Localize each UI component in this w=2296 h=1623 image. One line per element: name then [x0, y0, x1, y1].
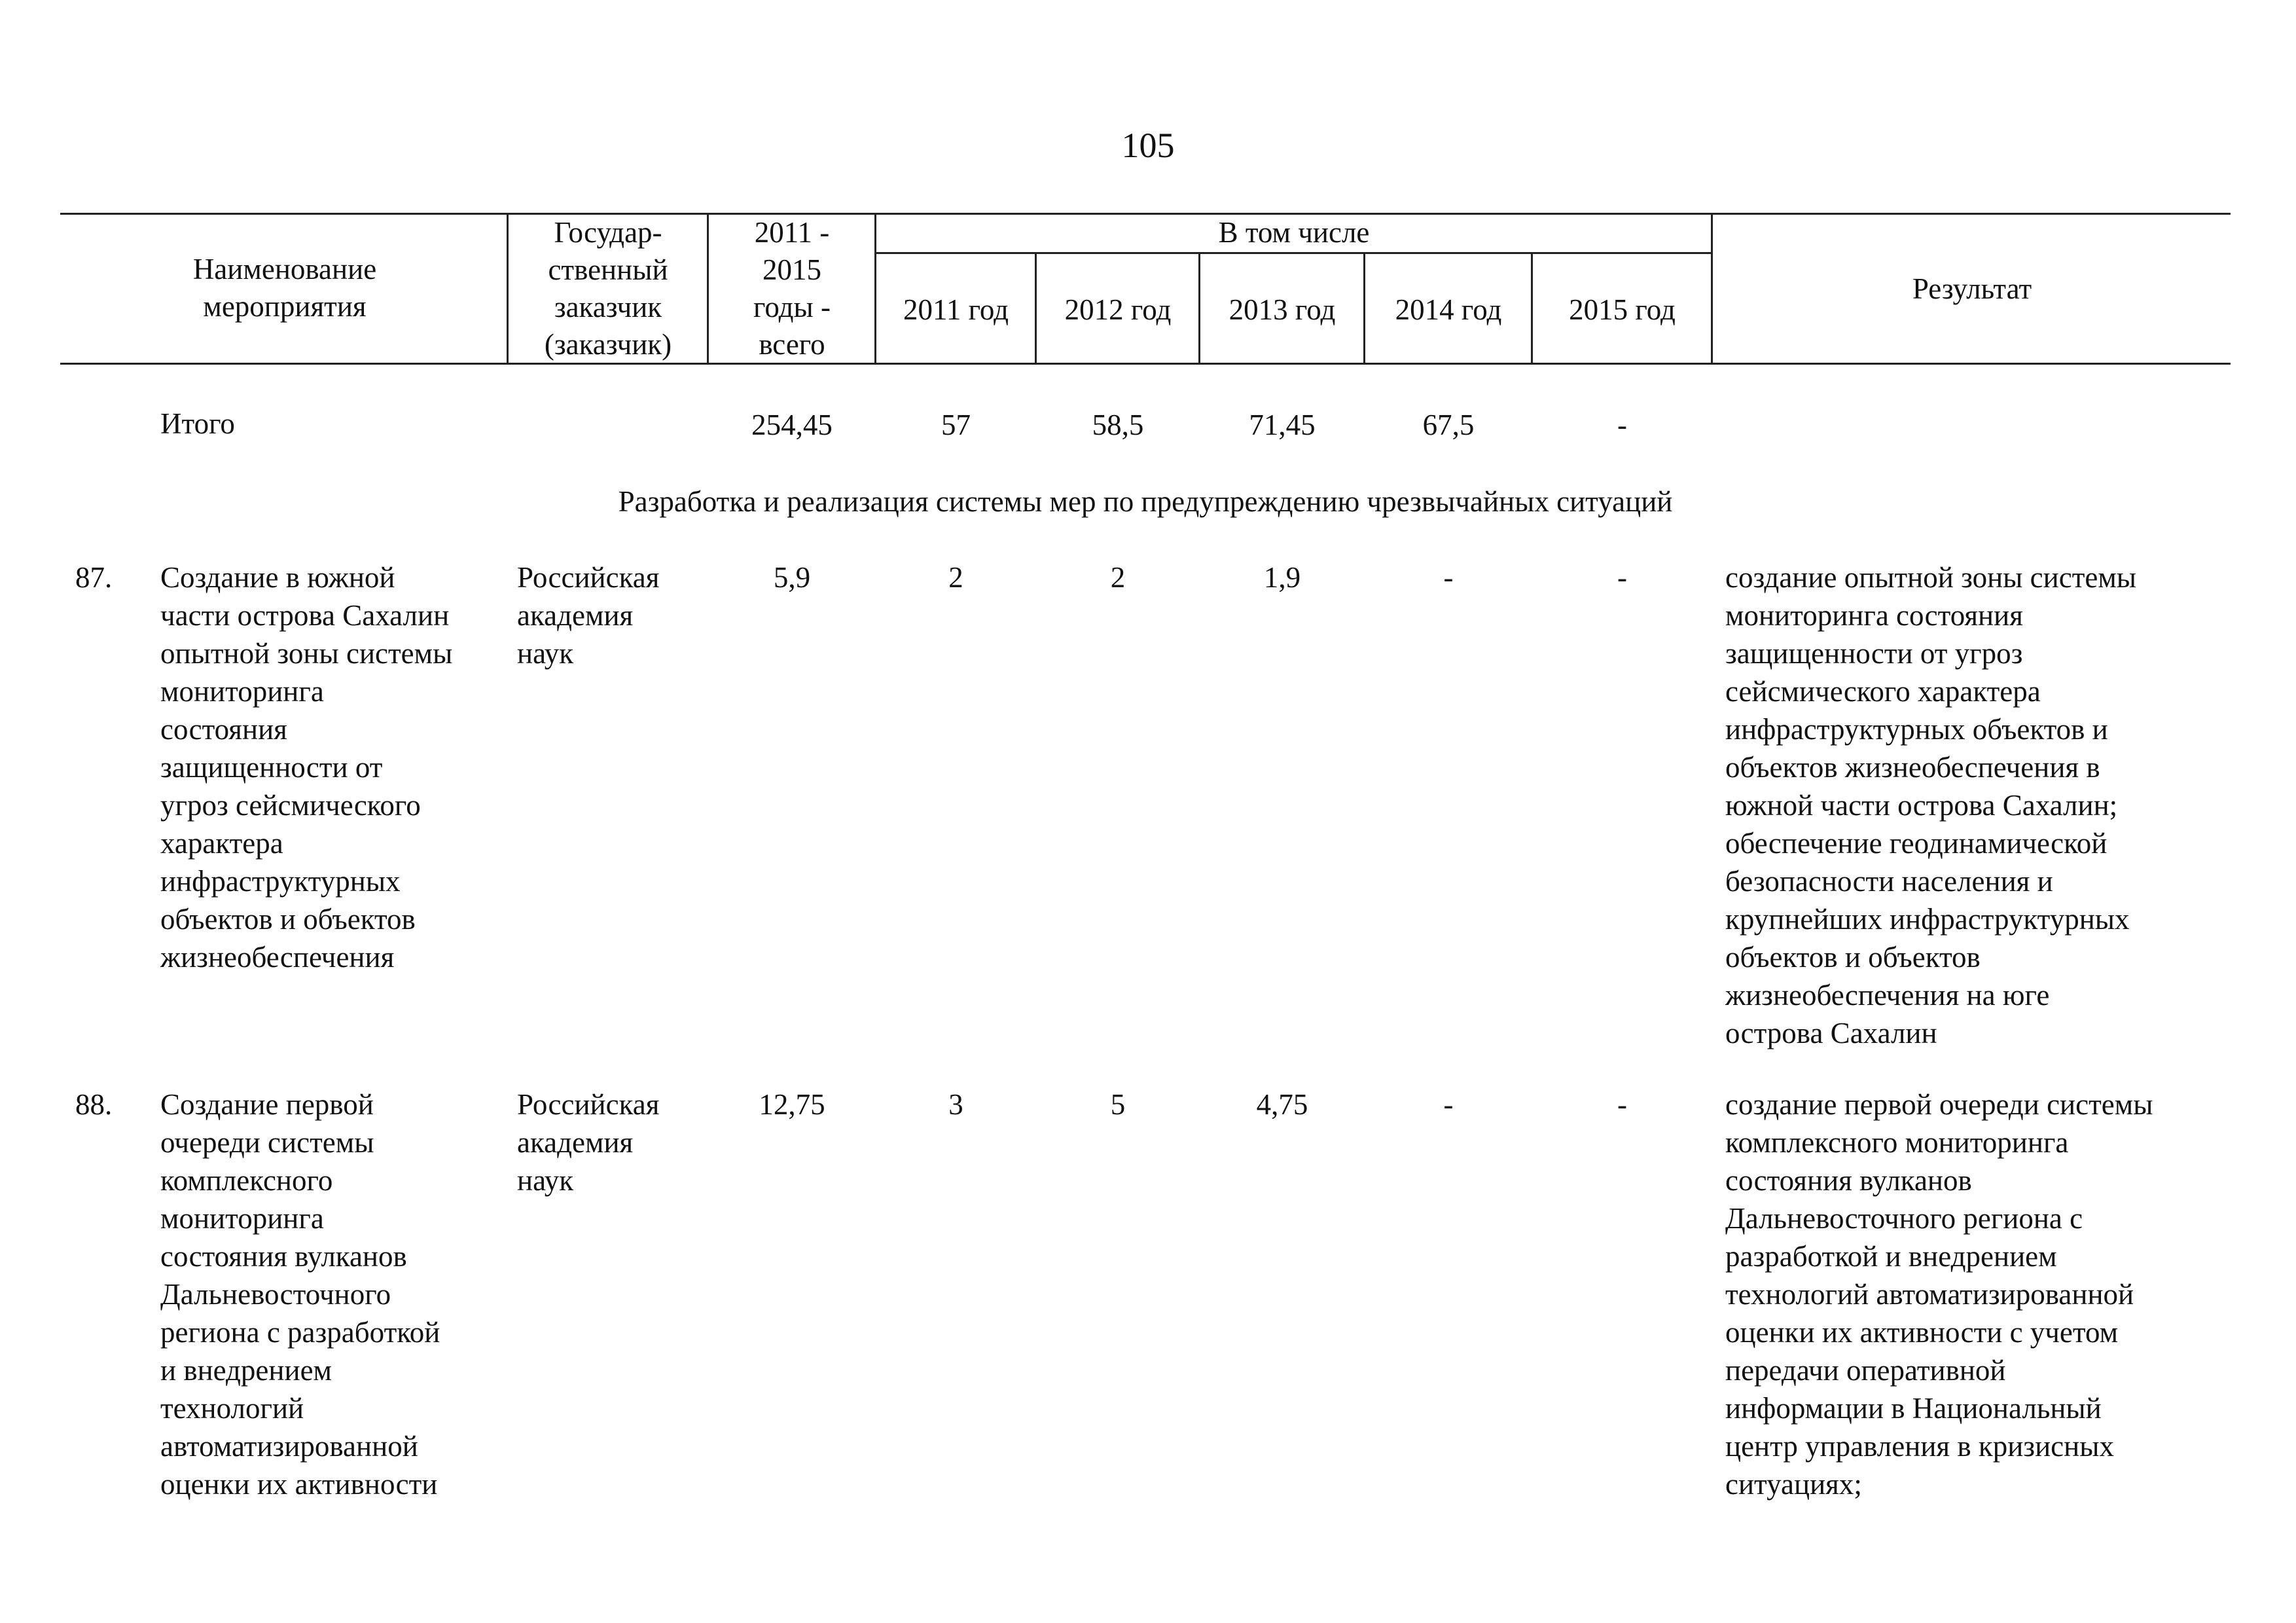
- header-year-2014: 2014 год: [1395, 293, 1502, 326]
- section-title: Разработка и реализация системы мер по предупреждению чрезвычайных ситуаций: [618, 485, 1673, 518]
- row-value-2013: 4,75: [1256, 1088, 1308, 1121]
- column-divider: [1035, 252, 1037, 364]
- header-year-2015: 2015 год: [1569, 293, 1676, 326]
- header-year-2011: 2011 год: [903, 293, 1009, 326]
- row-number: 88.: [75, 1088, 113, 1121]
- row-number: 87.: [75, 561, 113, 594]
- row-total: 12,75: [759, 1088, 825, 1121]
- header-including: В том числе: [1218, 216, 1370, 249]
- row-value-2011: 3: [948, 1088, 963, 1121]
- header-result: Результат: [1912, 272, 2032, 305]
- column-divider: [874, 213, 876, 364]
- row-value-2012: 2: [1110, 561, 1126, 594]
- row-customer: Российская академия наук: [517, 561, 660, 670]
- row-customer: Российская академия наук: [517, 1088, 660, 1197]
- row-value-2015: -: [1617, 561, 1627, 594]
- row-name: Создание в южной части острова Сахалин опытной зоны системы мониторинга состояния защищенности от угроз сейсмического характера инфраструктурных объектов и объектов жизнеобеспечения: [160, 561, 453, 974]
- row-result: создание опытной зоны системы мониторинга состояния защищенности от угроз сейсмического характера инфраструктурных объектов и объектов жизнеобеспечения в южной части острова Сахалин; обеспечение геодинамической безопасности населения и крупнейших инфраструктурных объектов и объектов жизнеобеспечения на юге острова Сахалин: [1725, 561, 2137, 1049]
- totals-2014: 67,5: [1422, 409, 1475, 441]
- totals-label: Итого: [160, 407, 235, 440]
- row-value-2012: 5: [1110, 1088, 1126, 1121]
- page-number: 105: [1121, 126, 1175, 165]
- header-total: 2011 - 2015 годы - всего: [753, 216, 831, 361]
- row-value-2011: 2: [948, 561, 963, 594]
- totals-2013: 71,45: [1249, 409, 1316, 441]
- totals-2011: 57: [941, 409, 971, 441]
- row-value-2014: -: [1443, 1088, 1454, 1121]
- header-year-2013: 2013 год: [1229, 293, 1336, 326]
- row-value-2014: -: [1443, 561, 1454, 594]
- row-value-2015: -: [1617, 1088, 1627, 1121]
- totals-2015: -: [1617, 409, 1627, 441]
- totals-2012: 58,5: [1092, 409, 1144, 441]
- header-name: Наименование мероприятия: [192, 253, 377, 323]
- row-value-2013: 1,9: [1263, 561, 1301, 594]
- row-name: Создание первой очереди системы комплексного мониторинга состояния вулканов Дальневосточного региона с разработкой и внедрением технологий автоматизированной оценки их активности: [160, 1088, 440, 1501]
- header-year-2012: 2012 год: [1064, 293, 1172, 326]
- column-divider: [1711, 213, 1713, 364]
- column-divider: [1363, 252, 1365, 364]
- including-divider-rule: [874, 252, 1712, 254]
- column-divider: [1198, 252, 1200, 364]
- header-customer: Государ- ственный заказчик (заказчик): [544, 216, 672, 361]
- header-bottom-rule: [60, 363, 2231, 365]
- row-total: 5,9: [773, 561, 811, 594]
- row-result: создание первой очереди системы комплексного мониторинга состояния вулканов Дальневосточного региона с разработкой и внедрением технологий автоматизированной оценки их активности с учетом передачи оперативной информации в Национальный центр управления в кризисных ситуациях;: [1725, 1088, 2153, 1501]
- totals-total: 254,45: [751, 409, 833, 441]
- column-divider: [1531, 252, 1533, 364]
- column-divider: [707, 213, 709, 364]
- column-divider: [507, 213, 509, 364]
